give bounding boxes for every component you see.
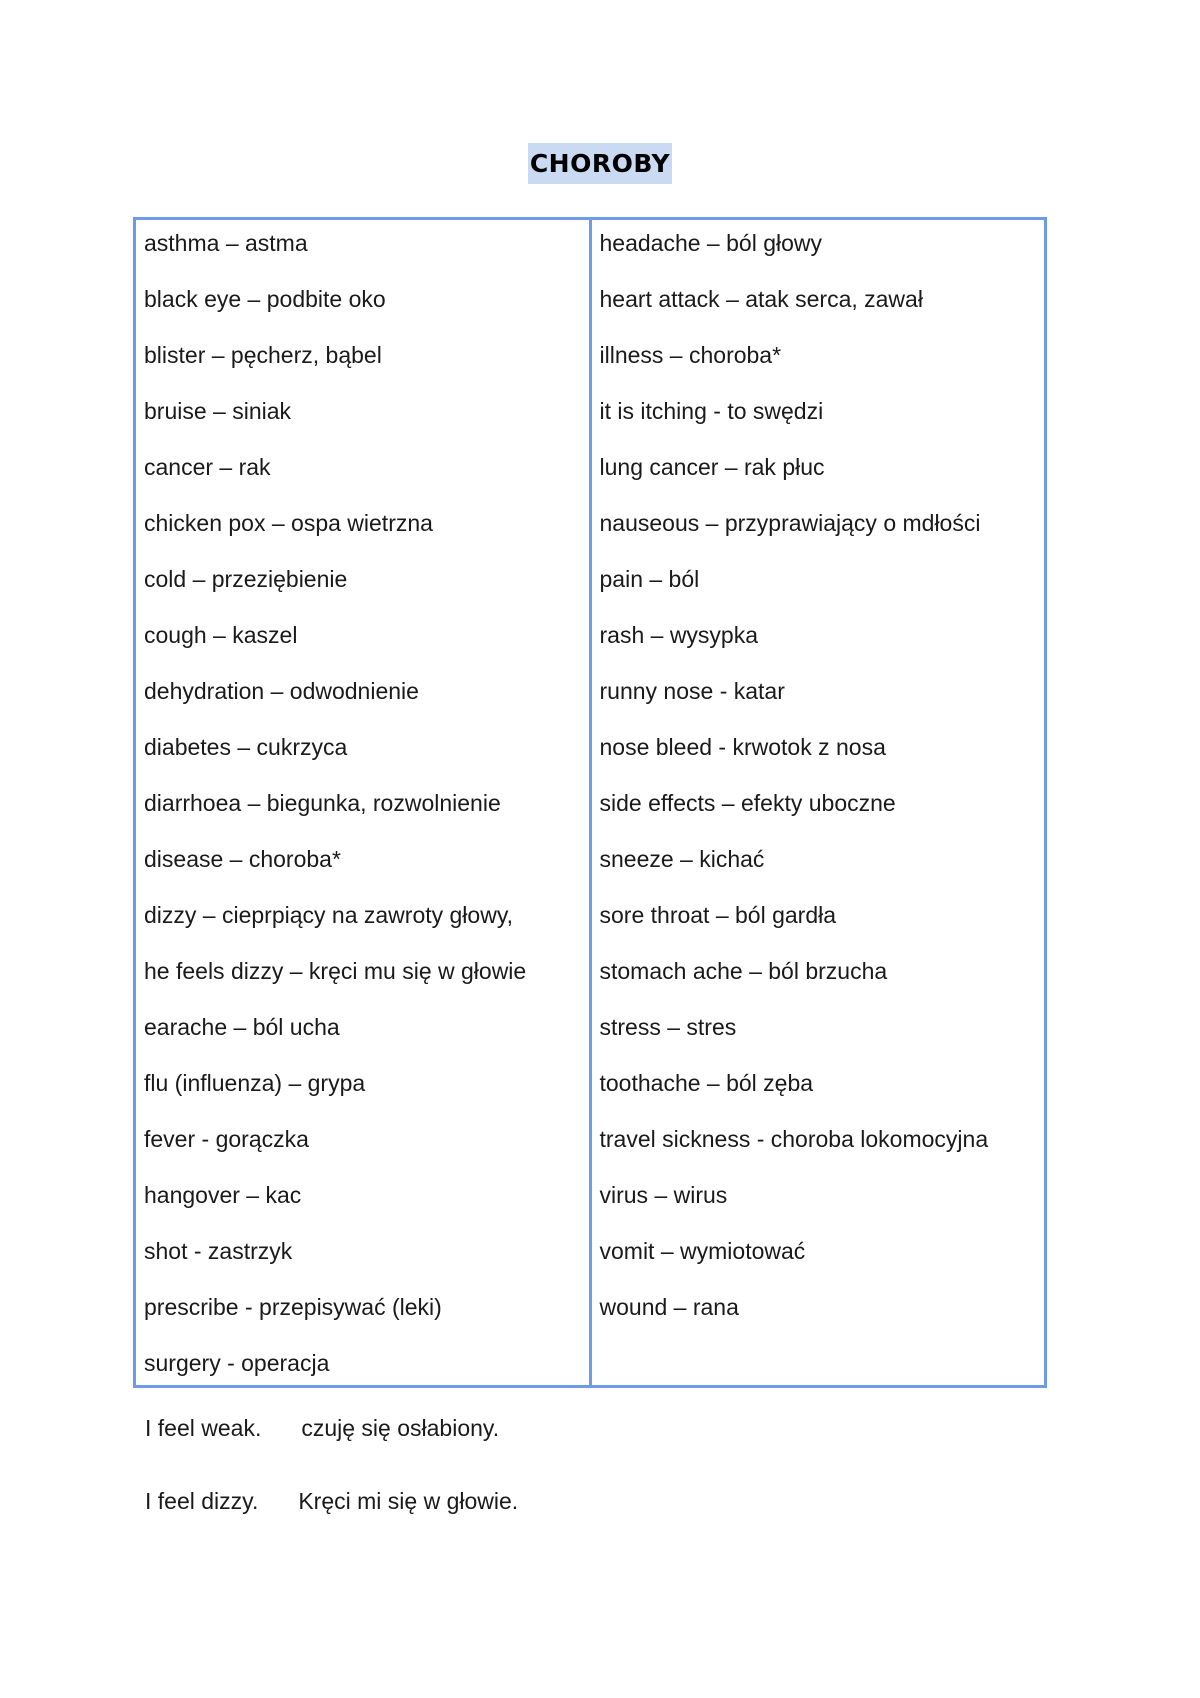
- vocab-entry: surgery - operacja: [144, 1350, 330, 1376]
- vocab-entry: wound – rana: [599, 1294, 739, 1320]
- vocab-entry: it is itching - to swędzi: [599, 398, 824, 424]
- title-container: [0, 143, 1200, 184]
- vocab-entry: fever - gorączka: [144, 1126, 309, 1152]
- vocab-entry: dizzy – cieprpiący na zawroty głowy,: [144, 902, 513, 928]
- vocab-entry: stress – stres: [599, 1014, 737, 1040]
- vocab-entry: heart attack – atak serca, zawał: [599, 286, 923, 312]
- vocab-entry: runny nose - katar: [599, 678, 785, 704]
- vocab-entry: cancer – rak: [144, 454, 271, 480]
- phrase-row: [145, 1413, 518, 1486]
- vocab-entry: stomach ache – ból brzucha: [599, 958, 888, 984]
- vocab-entry: virus – wirus: [599, 1182, 728, 1208]
- vocab-entry: travel sickness - choroba lokomocyjna: [599, 1126, 989, 1152]
- vocabulary-table: [133, 217, 1047, 1388]
- phrase-row: [145, 1486, 518, 1559]
- vocab-entry: sneeze – kichać: [599, 846, 765, 872]
- vocab-entry: cold – przeziębienie: [144, 566, 348, 592]
- vocab-entry: earache – ból ucha: [144, 1014, 340, 1040]
- vocab-entry: blister – pęcherz, bąbel: [144, 342, 382, 368]
- phrase-english: I feel weak.: [145, 1415, 262, 1441]
- vocab-entry: cough – kaszel: [144, 622, 298, 648]
- vocab-entry: bruise – siniak: [144, 398, 292, 424]
- vocab-entry: diabetes – cukrzyca: [144, 734, 348, 760]
- vocab-entry: chicken pox – ospa wietrzna: [144, 510, 433, 536]
- vocab-entry: he feels dizzy – kręci mu się w głowie: [144, 958, 527, 984]
- vocab-entry: diarrhoea – biegunka, rozwolnienie: [144, 790, 501, 816]
- vocab-entry: disease – choroba*: [144, 846, 341, 872]
- vocab-entry: lung cancer – rak płuc: [599, 454, 825, 480]
- vocab-entry: hangover – kac: [144, 1182, 302, 1208]
- right-column: [589, 220, 1045, 1385]
- phrase-polish: czuję się osłabiony.: [301, 1415, 500, 1441]
- phrase-english: I feel dizzy.: [145, 1488, 259, 1514]
- vocab-entry: asthma – astma: [144, 230, 308, 256]
- vocab-entry: nose bleed - krwotok z nosa: [599, 734, 886, 760]
- vocab-entry: pain – ból: [599, 566, 700, 592]
- phrase-polish: Kręci mi się w głowie.: [298, 1488, 519, 1514]
- vocab-entry: nauseous – przyprawiający o mdłości: [599, 510, 981, 536]
- vocab-entry: dehydration – odwodnienie: [144, 678, 419, 704]
- vocab-entry: sore throat – ból gardła: [599, 902, 837, 928]
- vocab-entry: prescribe - przepisywać (leki): [144, 1294, 442, 1320]
- vocab-entry: illness – choroba*: [599, 342, 782, 368]
- vocab-entry: side effects – efekty uboczne: [599, 790, 896, 816]
- vocab-entry: headache – ból głowy: [599, 230, 822, 256]
- vocab-entry: toothache – ból zęba: [599, 1070, 814, 1096]
- vocab-entry: flu (influenza) – grypa: [144, 1070, 366, 1096]
- vocab-entry: black eye – podbite oko: [144, 286, 386, 312]
- page-title: CHOROBY: [528, 143, 672, 184]
- vocab-entry: shot - zastrzyk: [144, 1238, 293, 1264]
- vocab-entry: rash – wysypka: [599, 622, 759, 648]
- phrase-list: [145, 1413, 518, 1559]
- left-column: [136, 220, 589, 1385]
- vocab-entry: vomit – wymiotować: [599, 1238, 806, 1264]
